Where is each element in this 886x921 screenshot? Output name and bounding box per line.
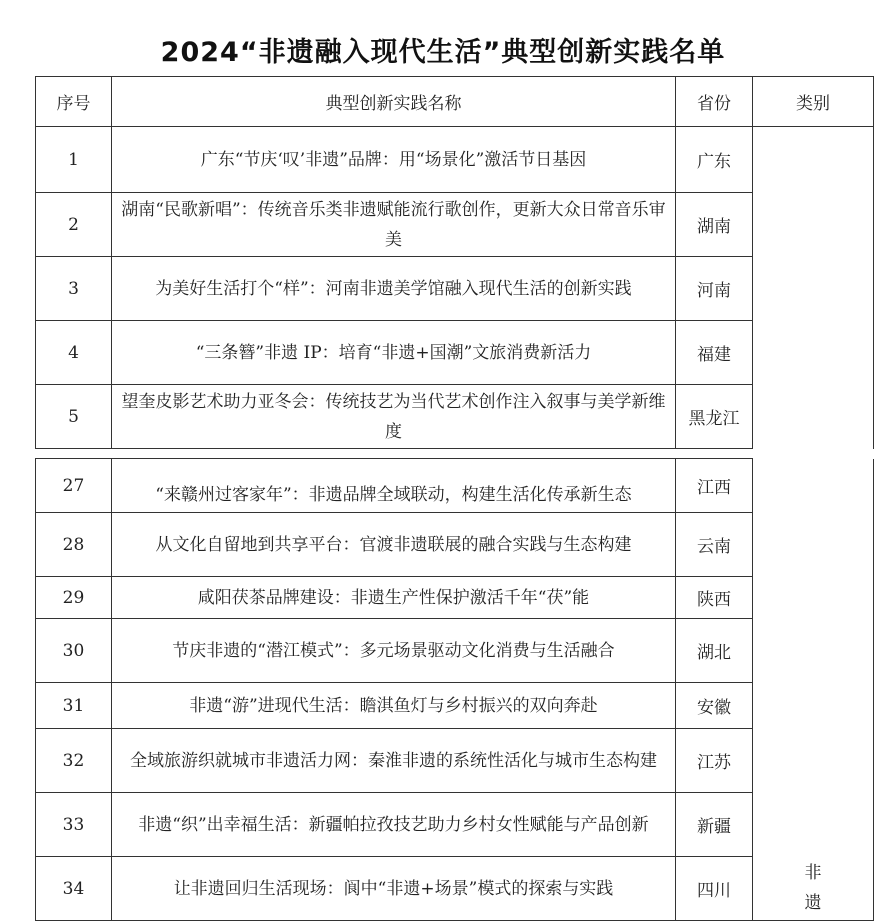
province: 江西 (676, 459, 753, 513)
row-number: 33 (36, 793, 112, 857)
table-row (36, 513, 874, 577)
header-name: 典型创新实践名称 (112, 77, 676, 127)
practice-name: 广东“节庆‘叹’非遗”品牌：用“场景化”激活节日基因 (112, 127, 676, 193)
table-row (36, 459, 874, 513)
table-row (36, 619, 874, 683)
category-label: 非遗 (804, 863, 822, 913)
practice-name: 湖南“民歌新唱”：传统音乐类非遗赋能流行歌创作，更新大众日常音乐审美 (112, 193, 676, 257)
practice-name: 全域旅游织就城市非遗活力网：秦淮非遗的系统性活化与城市生态构建 (112, 729, 676, 793)
province: 陕西 (676, 577, 753, 619)
table-row (36, 127, 874, 193)
row-number: 31 (36, 683, 112, 729)
category-cell (753, 127, 874, 449)
table-row (36, 193, 874, 257)
province: 江苏 (676, 729, 753, 793)
practice-name: “来赣州过客家年”：非遗品牌全域联动，构建生活化传承新生态 (112, 459, 676, 513)
row-number: 34 (36, 857, 112, 921)
table-row (36, 729, 874, 793)
table-row (36, 385, 874, 449)
province: 湖北 (676, 619, 753, 683)
table-row (36, 321, 874, 385)
row-number: 29 (36, 577, 112, 619)
row-number: 27 (36, 459, 112, 513)
row-number: 28 (36, 513, 112, 577)
row-number: 32 (36, 729, 112, 793)
row-number: 1 (36, 127, 112, 193)
practice-name: “三条簪”非遗 IP：培育“非遗+国潮”文旅消费新活力 (112, 321, 676, 385)
practice-name: 让非遗回归生活现场：阆中“非遗+场景”模式的探索与实践 (112, 857, 676, 921)
province: 云南 (676, 513, 753, 577)
practice-name: 望奎皮影艺术助力亚冬会：传统技艺为当代艺术创作注入叙事与美学新维度 (112, 385, 676, 449)
table-row (36, 577, 874, 619)
province: 安徽 (676, 683, 753, 729)
header-category: 类别 (753, 77, 874, 127)
practice-name: 非遗“织”出幸福生活：新疆帕拉孜技艺助力乡村女性赋能与产品创新 (112, 793, 676, 857)
row-number: 30 (36, 619, 112, 683)
practice-name: 咸阳茯茶品牌建设：非遗生产性保护激活千年“茯”能 (112, 577, 676, 619)
province: 黑龙江 (676, 385, 753, 449)
category-cell (753, 459, 874, 921)
row-number: 3 (36, 257, 112, 321)
province: 广东 (676, 127, 753, 193)
province: 福建 (676, 321, 753, 385)
row-number: 4 (36, 321, 112, 385)
practice-name: 非遗“游”进现代生活：瞻淇鱼灯与乡村振兴的双向奔赴 (112, 683, 676, 729)
row-number: 5 (36, 385, 112, 449)
practice-name: 为美好生活打个“样”：河南非遗美学馆融入现代生活的创新实践 (112, 257, 676, 321)
table-header-row (36, 77, 874, 127)
practice-name: 节庆非遗的“潜江模式”：多元场景驱动文化消费与生活融合 (112, 619, 676, 683)
table-row (36, 257, 874, 321)
page-title: 2024“非遗融入现代生活”典型创新实践名单 (160, 37, 726, 68)
row-number: 2 (36, 193, 112, 257)
header-no: 序号 (36, 77, 112, 127)
province: 新疆 (676, 793, 753, 857)
header-province: 省份 (676, 77, 753, 127)
practice-table-top (35, 76, 874, 449)
table-row (36, 683, 874, 729)
table-row (36, 857, 874, 921)
province: 四川 (676, 857, 753, 921)
province: 河南 (676, 257, 753, 321)
table-row (36, 793, 874, 857)
province: 湖南 (676, 193, 753, 257)
practice-table-bottom (35, 458, 874, 921)
practice-name: 从文化自留地到共享平台：官渡非遗联展的融合实践与生态构建 (112, 513, 676, 577)
